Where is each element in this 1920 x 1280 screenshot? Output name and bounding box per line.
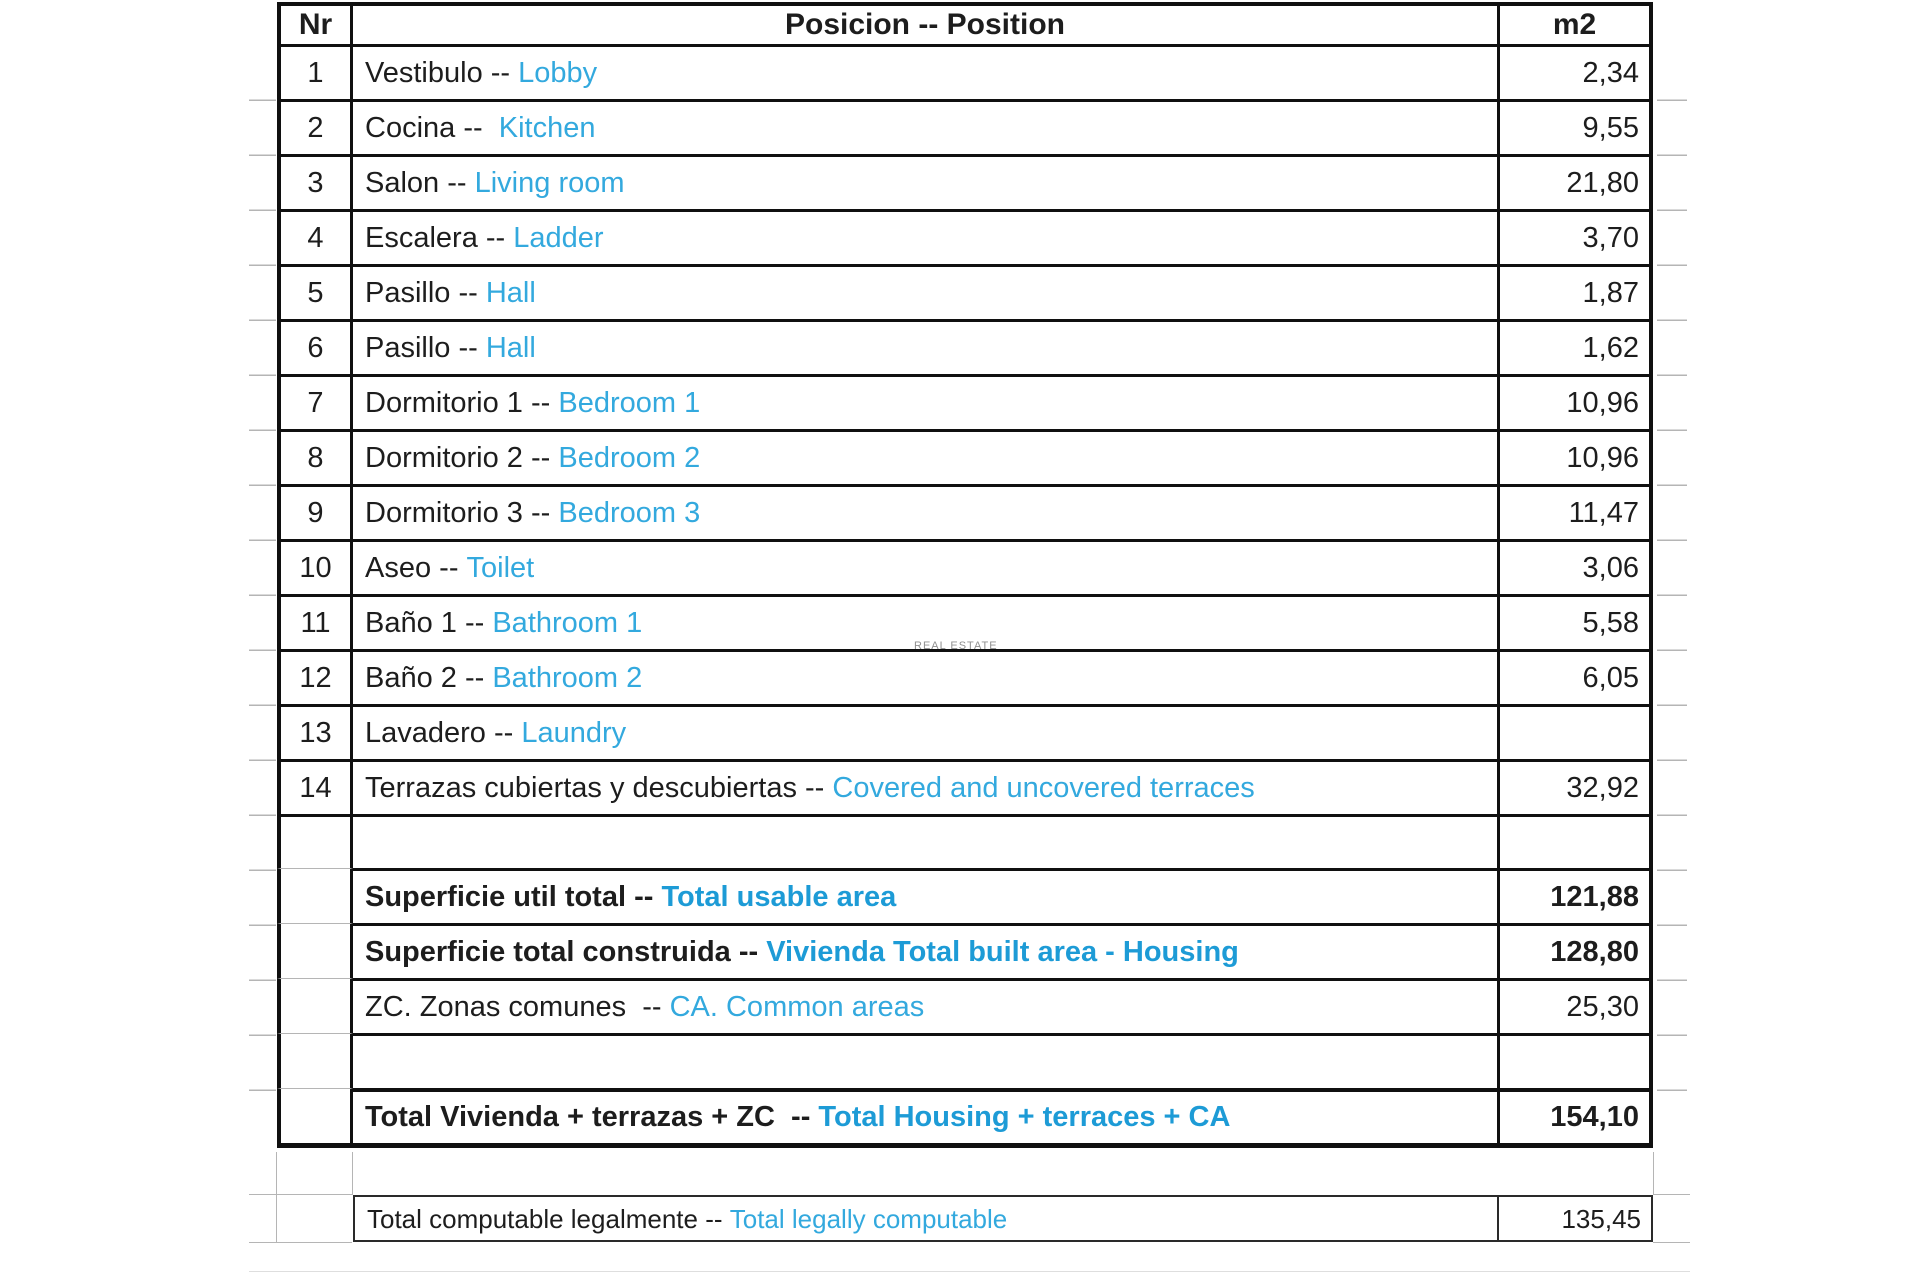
position-cell — [353, 1088, 1497, 1148]
table-row — [277, 923, 1653, 978]
m2-cell — [1497, 704, 1653, 759]
header-position-cell: Posicion -- Position — [353, 2, 1497, 44]
nr-cell — [277, 1148, 353, 1195]
label-english: Hall — [485, 331, 536, 364]
m2-cell: 154,10 — [1497, 1088, 1653, 1148]
gridline-ticks-left — [249, 46, 276, 1104]
nr-cell: 8 — [277, 429, 353, 484]
m2-cell: 135,45 — [1497, 1195, 1653, 1242]
position-cell — [353, 978, 1497, 1033]
gridline-ticks-right — [1657, 46, 1687, 1104]
label-spanish: Vestibulo -- — [365, 56, 519, 89]
gridline-remnant — [1653, 1242, 1690, 1243]
table-row — [277, 1033, 1653, 1088]
m2-cell: 25,30 — [1497, 978, 1653, 1033]
m2-cell: 3,70 — [1497, 209, 1653, 264]
position-cell — [353, 1148, 1497, 1195]
label-english: Ladder — [513, 221, 604, 254]
label-english: Bathroom 1 — [492, 606, 643, 639]
table-row — [277, 978, 1653, 1033]
nr-cell: 1 — [277, 44, 353, 99]
nr-cell — [277, 868, 353, 923]
nr-cell: 5 — [277, 264, 353, 319]
area-table — [277, 2, 1653, 1242]
position-cell — [353, 429, 1497, 484]
position-cell — [353, 319, 1497, 374]
table-row — [277, 1148, 1653, 1195]
position-cell — [353, 1195, 1497, 1242]
table-row — [277, 1195, 1653, 1242]
position-cell — [353, 154, 1497, 209]
label-spanish: Total computable legalmente -- — [367, 1203, 730, 1234]
label-spanish: Salon -- — [365, 166, 475, 199]
table-row — [277, 1088, 1653, 1148]
nr-cell: 7 — [277, 374, 353, 429]
m2-cell: 32,92 — [1497, 759, 1653, 814]
label-english: CA. Common areas — [669, 990, 925, 1023]
label-english: Hall — [485, 276, 536, 309]
m2-cell: 9,55 — [1497, 99, 1653, 154]
m2-cell: 10,96 — [1497, 374, 1653, 429]
m2-cell: 5,58 — [1497, 594, 1653, 649]
header-nr-cell: Nr — [277, 2, 353, 44]
label-english: Lobby — [518, 56, 598, 89]
position-cell — [353, 868, 1497, 923]
table-row — [277, 264, 1653, 319]
table-row — [277, 44, 1653, 99]
label-spanish: Cocina -- — [365, 111, 499, 144]
nr-cell: 10 — [277, 539, 353, 594]
label-english: Bedroom 3 — [558, 496, 701, 529]
label-english: Laundry — [521, 716, 627, 749]
table-row — [277, 814, 1653, 868]
nr-cell: 12 — [277, 649, 353, 704]
gridline-remnant — [276, 1152, 277, 1243]
label-spanish: Total Vivienda + terrazas + ZC -- — [365, 1101, 819, 1133]
label-english: Bedroom 2 — [558, 441, 701, 474]
position-cell — [353, 649, 1497, 704]
table-row — [277, 374, 1653, 429]
label-spanish: Dormitorio 1 -- — [365, 386, 559, 419]
m2-cell: 11,47 — [1497, 484, 1653, 539]
table-row — [277, 209, 1653, 264]
m2-cell: 1,62 — [1497, 319, 1653, 374]
table-row — [277, 649, 1653, 704]
table-row — [277, 484, 1653, 539]
position-cell — [353, 374, 1497, 429]
gridline-remnant — [249, 1194, 352, 1195]
nr-cell: 9 — [277, 484, 353, 539]
nr-cell: 6 — [277, 319, 353, 374]
label-spanish: Superficie util total -- — [365, 880, 662, 913]
table-row — [277, 759, 1653, 814]
label-english: Bathroom 2 — [492, 661, 643, 694]
nr-cell: 13 — [277, 704, 353, 759]
watermark-text: REAL ESTATE — [914, 640, 998, 652]
gridline-remnant — [352, 1152, 353, 1195]
m2-cell: 1,87 — [1497, 264, 1653, 319]
label-spanish: Terrazas cubiertas y descubiertas -- — [365, 771, 833, 804]
label-spanish: Superficie total construida -- — [365, 935, 767, 968]
label-spanish: Baño 1 -- — [365, 606, 493, 639]
position-cell — [353, 1033, 1497, 1088]
m2-cell: 21,80 — [1497, 154, 1653, 209]
m2-cell: 121,88 — [1497, 868, 1653, 923]
nr-cell — [277, 1088, 353, 1148]
position-cell — [353, 923, 1497, 978]
table-row — [277, 319, 1653, 374]
position-cell — [353, 264, 1497, 319]
label-english: Total Housing + terraces + CA — [818, 1101, 1231, 1133]
gridline-remnant — [1653, 1152, 1654, 1195]
label-spanish: Pasillo -- — [365, 276, 486, 309]
nr-cell: 3 — [277, 154, 353, 209]
label-spanish: Aseo -- — [365, 551, 467, 584]
label-english: Covered and uncovered terraces — [832, 771, 1255, 804]
m2-cell — [1497, 814, 1653, 868]
label-spanish: Escalera -- — [365, 221, 514, 254]
table-row — [277, 868, 1653, 923]
label-spanish: ZC. Zonas comunes -- — [365, 990, 670, 1023]
nr-cell — [277, 923, 353, 978]
nr-cell — [277, 1195, 353, 1242]
m2-cell — [1497, 1033, 1653, 1088]
table-row — [277, 99, 1653, 154]
position-cell — [353, 209, 1497, 264]
m2-cell: 6,05 — [1497, 649, 1653, 704]
label-english: Living room — [474, 166, 625, 199]
nr-cell — [277, 978, 353, 1033]
label-english: Total legally computable — [729, 1203, 1008, 1234]
nr-cell: 4 — [277, 209, 353, 264]
label-spanish: Dormitorio 2 -- — [365, 441, 559, 474]
label-spanish: Lavadero -- — [365, 716, 522, 749]
label-english: Kitchen — [498, 111, 596, 144]
nr-cell — [277, 1033, 353, 1088]
m2-cell: 10,96 — [1497, 429, 1653, 484]
gridline-remnant — [249, 1242, 352, 1243]
nr-cell — [277, 814, 353, 868]
position-cell — [353, 44, 1497, 99]
m2-cell: 2,34 — [1497, 44, 1653, 99]
table-row — [277, 154, 1653, 209]
position-cell — [353, 484, 1497, 539]
nr-cell: 2 — [277, 99, 353, 154]
m2-cell: 128,80 — [1497, 923, 1653, 978]
label-english: Bedroom 1 — [558, 386, 701, 419]
gridline-remnant — [249, 1271, 1690, 1272]
position-cell — [353, 704, 1497, 759]
position-cell — [353, 759, 1497, 814]
label-english: Toilet — [466, 551, 535, 584]
label-spanish: Pasillo -- — [365, 331, 486, 364]
label-english: Total usable area — [661, 880, 897, 913]
position-cell — [353, 814, 1497, 868]
table-row — [277, 539, 1653, 594]
label-spanish: Dormitorio 3 -- — [365, 496, 559, 529]
position-cell — [353, 539, 1497, 594]
table-row — [277, 704, 1653, 759]
nr-cell: 14 — [277, 759, 353, 814]
table-header-row — [277, 2, 1653, 44]
nr-cell: 11 — [277, 594, 353, 649]
label-spanish: Baño 2 -- — [365, 661, 493, 694]
label-english: Vivienda Total built area - Housing — [766, 935, 1239, 968]
table-row — [277, 429, 1653, 484]
position-cell — [353, 99, 1497, 154]
m2-cell: 3,06 — [1497, 539, 1653, 594]
header-m2-cell: m2 — [1497, 2, 1653, 44]
gridline-remnant — [1653, 1194, 1690, 1195]
m2-cell — [1497, 1148, 1653, 1195]
